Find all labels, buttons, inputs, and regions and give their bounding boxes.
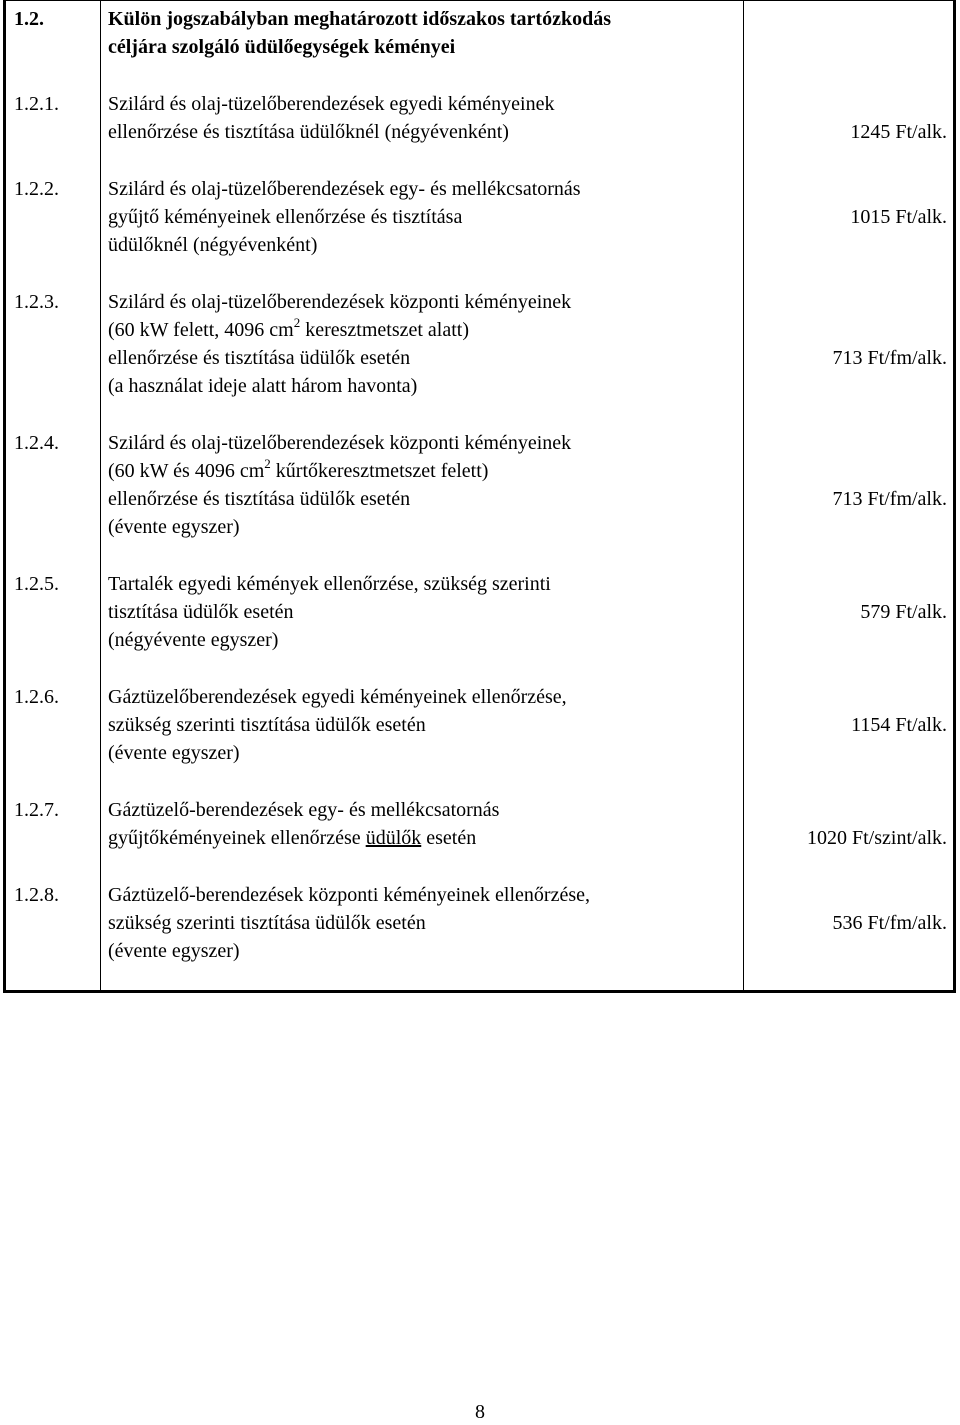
- item-price: 1020 Ft/szint/alk.: [807, 827, 947, 849]
- item-number: 1.2.8.: [14, 884, 59, 906]
- item-number: 1.2.1.: [14, 93, 59, 115]
- item-price: 1154 Ft/alk.: [851, 714, 947, 736]
- item-number: 1.2.2.: [14, 178, 59, 200]
- item-number: 1.2.4.: [14, 432, 59, 454]
- item-description: Gáztüzelő-berendezések egy- és mellékcsatornás gyűjtőkéményeinek ellenőrzése üdülők esetén: [108, 799, 500, 849]
- item-price: 713 Ft/fm/alk.: [832, 347, 947, 369]
- column-divider-price: [743, 1, 744, 990]
- item-number: 1.2.7.: [14, 799, 59, 821]
- item-number: 1.2.3.: [14, 291, 59, 313]
- item-description: Szilárd és olaj-tüzelőberendezések egy- és mellékcsatornás gyűjtő kéményeinek ellenőrzése és tisztítása üdülőknél (négyévenként): [108, 178, 581, 256]
- item-description: Tartalék egyedi kémények ellenőrzése, szükség szerinti tisztítása üdülők esetén (négyévente egyszer): [108, 573, 551, 651]
- section-number: 1.2.: [14, 8, 44, 30]
- item-number: 1.2.5.: [14, 573, 59, 595]
- section-title: Külön jogszabályban meghatározott időszakos tartózkodás céljára szolgáló üdülőegységek kéményei: [108, 8, 611, 58]
- page-number: 8: [475, 1401, 485, 1423]
- item-price: 1015 Ft/alk.: [850, 206, 947, 228]
- item-description: Gáztüzelőberendezések egyedi kéményeinek ellenőrzése, szükség szerinti tisztítása üdülők esetén (évente egyszer): [108, 686, 567, 764]
- item-description: Szilárd és olaj-tüzelőberendezések központi kéményeinek (60 kW felett, 4096 $cm^2$ keresztmetszet alatt) ellenőrzése és tisztítása üdülők esetén (a használat ideje alatt három havonta): [108, 291, 572, 397]
- item-price: 1245 Ft/alk.: [850, 121, 947, 143]
- price-table: [3, 0, 956, 993]
- item-number: 1.2.6.: [14, 686, 59, 708]
- item-price: 579 Ft/alk.: [860, 601, 947, 623]
- item-description: Szilárd és olaj-tüzelőberendezések központi kéményeinek (60 kW és 4096 $cm^2$ kűrtőkeresztmetszet felett) ellenőrzése és tisztítása üdülők esetén (évente egyszer): [108, 432, 572, 538]
- column-divider-number: [100, 1, 101, 990]
- item-price: 713 Ft/fm/alk.: [832, 488, 947, 510]
- item-description: Szilárd és olaj-tüzelőberendezések egyedi kéményeinek ellenőrzése és tisztítása üdülőknél (négyévenként): [108, 93, 555, 143]
- item-price: 536 Ft/fm/alk.: [832, 912, 947, 934]
- item-description: Gáztüzelő-berendezések központi kéményeinek ellenőrzése, szükség szerinti tisztítása üdülők esetén (évente egyszer): [108, 884, 590, 962]
